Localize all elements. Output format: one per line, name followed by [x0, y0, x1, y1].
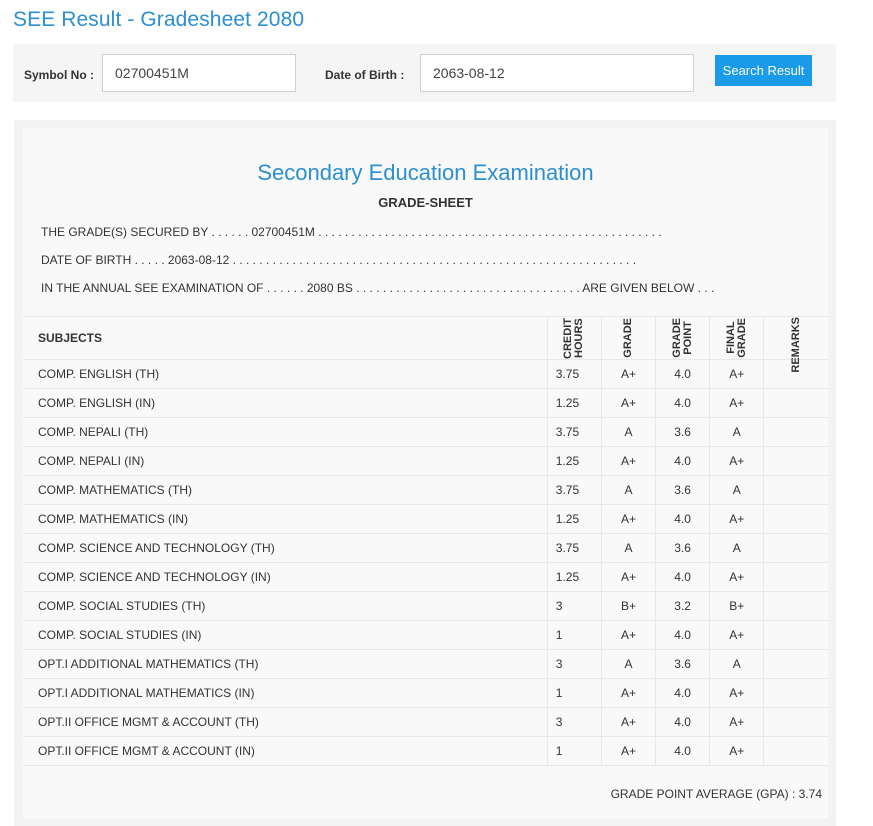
grades-table — [23, 316, 828, 766]
grade-row — [23, 708, 828, 737]
final-grade-cell: A+ — [710, 389, 764, 418]
dob-line: DATE OF BIRTH . . . . . 2063-08-12 . . . . . . . . . . . . . . . . . . . . . . . . . . . . . . . . . . . . . . . . . . . . . . . . . . . . . . . . . . . . . — [41, 253, 637, 267]
remarks-cell — [764, 621, 828, 650]
credit-hours-cell: 3.75 — [547, 418, 601, 447]
grade-cell: A+ — [601, 447, 655, 476]
grades-header-row — [23, 317, 828, 360]
final-grade-cell: A+ — [710, 447, 764, 476]
secured-by-line: THE GRADE(S) SECURED BY . . . . . . 02700451M . . . . . . . . . . . . . . . . . . . . . . . . . . . . . . . . . . . . . . . . . . . . . . . . . . . . — [41, 225, 662, 239]
subject-cell: COMP. SOCIAL STUDIES (IN) — [23, 621, 547, 650]
grade-point-cell: 4.0 — [656, 505, 710, 534]
grade-cell: A+ — [601, 563, 655, 592]
credit-header-line1: CREDIT — [562, 317, 575, 359]
grade-point-cell: 4.0 — [656, 708, 710, 737]
grade-point-cell: 4.0 — [656, 737, 710, 766]
subject-cell: OPT.I ADDITIONAL MATHEMATICS (IN) — [23, 679, 547, 708]
subject-cell: COMP. SCIENCE AND TECHNOLOGY (TH) — [23, 534, 547, 563]
remarks-cell — [764, 476, 828, 505]
subject-cell: COMP. NEPALI (IN) — [23, 447, 547, 476]
grade-row — [23, 737, 828, 766]
remarks-cell — [764, 534, 828, 563]
remarks-cell — [764, 389, 828, 418]
grade-cell: A+ — [601, 360, 655, 389]
grade-point-cell: 4.0 — [656, 447, 710, 476]
final-grade-cell: A — [710, 650, 764, 679]
remarks-cell — [764, 592, 828, 621]
page-title: SEE Result - Gradesheet 2080 — [13, 8, 305, 31]
symbol-label: Symbol No : — [24, 68, 95, 82]
remarks-cell — [764, 447, 828, 476]
credit-hours-cell: 1.25 — [547, 389, 601, 418]
credit-hours-cell: 1 — [547, 621, 601, 650]
final-grade-cell: A+ — [710, 679, 764, 708]
subject-cell: COMP. NEPALI (TH) — [23, 418, 547, 447]
grade-row — [23, 592, 828, 621]
grade-cell: B+ — [601, 592, 655, 621]
subject-cell: COMP. MATHEMATICS (TH) — [23, 476, 547, 505]
subject-cell: OPT.I ADDITIONAL MATHEMATICS (TH) — [23, 650, 547, 679]
grade-point-cell: 3.6 — [656, 534, 710, 563]
exam-line: IN THE ANNUAL SEE EXAMINATION OF . . . . . . 2080 BS . . . . . . . . . . . . . . . . . . . . . . . . . . . . . . . . . . ARE GIVEN BELOW . . . — [41, 281, 715, 295]
grade-point-cell: 4.0 — [656, 621, 710, 650]
final-grade-cell: A+ — [710, 360, 764, 389]
grade-point-cell: 3.2 — [656, 592, 710, 621]
grade-cell: A+ — [601, 389, 655, 418]
subject-cell: COMP. ENGLISH (TH) — [23, 360, 547, 389]
exam-title: Secondary Education Examination — [257, 160, 594, 185]
grade-cell: A — [601, 650, 655, 679]
remarks-cell — [764, 708, 828, 737]
final-grade-cell: B+ — [710, 592, 764, 621]
credit-hours-header — [547, 317, 601, 360]
grade-row — [23, 389, 828, 418]
remarks-cell — [764, 563, 828, 592]
grade-cell: A+ — [601, 679, 655, 708]
remarks-cell — [764, 505, 828, 534]
subject-cell: COMP. ENGLISH (IN) — [23, 389, 547, 418]
grade-cell: A — [601, 476, 655, 505]
grade-cell: A — [601, 418, 655, 447]
final-grade-cell: A — [710, 418, 764, 447]
credit-hours-cell: 3 — [547, 592, 601, 621]
credit-hours-cell: 1.25 — [547, 447, 601, 476]
final-grade-header-line1: FINAL — [724, 321, 737, 355]
credit-hours-cell: 3 — [547, 650, 601, 679]
search-result-button[interactable]: Search Result — [715, 55, 812, 86]
remarks-header-text: REMARKS — [789, 317, 802, 373]
grade-point-cell: 3.6 — [656, 650, 710, 679]
grade-header — [601, 317, 655, 360]
remarks-cell — [764, 679, 828, 708]
grade-cell: A+ — [601, 737, 655, 766]
subject-cell: OPT.II OFFICE MGMT & ACCOUNT (IN) — [23, 737, 547, 766]
final-grade-cell: A — [710, 476, 764, 505]
grade-point-header — [656, 317, 710, 360]
credit-hours-cell: 3 — [547, 708, 601, 737]
final-grade-header-line2: GRADE — [735, 318, 748, 358]
final-grade-cell: A — [710, 534, 764, 563]
grade-point-cell: 4.0 — [656, 389, 710, 418]
dob-input[interactable] — [420, 54, 694, 92]
grade-point-cell: 4.0 — [656, 679, 710, 708]
grade-cell: A+ — [601, 621, 655, 650]
grade-point-header-line2: POINT — [681, 321, 694, 355]
gradesheet-panel — [14, 120, 836, 826]
credit-hours-cell: 1.25 — [547, 505, 601, 534]
grade-point-cell: 4.0 — [656, 563, 710, 592]
search-form — [13, 44, 836, 102]
remarks-cell — [764, 737, 828, 766]
grade-row — [23, 447, 828, 476]
credit-hours-cell: 1.25 — [547, 563, 601, 592]
grade-cell: A+ — [601, 708, 655, 737]
credit-header-line2: HOURS — [573, 318, 586, 358]
grade-point-cell: 3.6 — [656, 418, 710, 447]
grade-point-cell: 4.0 — [656, 360, 710, 389]
grade-row — [23, 679, 828, 708]
subject-cell: OPT.II OFFICE MGMT & ACCOUNT (TH) — [23, 708, 547, 737]
subjects-header: SUBJECTS — [23, 317, 547, 360]
gpa-summary: GRADE POINT AVERAGE (GPA) : 3.74 — [610, 787, 822, 801]
grade-cell: A — [601, 534, 655, 563]
dob-label: Date of Birth : — [325, 68, 405, 82]
grade-row — [23, 476, 828, 505]
subject-cell: COMP. SCIENCE AND TECHNOLOGY (IN) — [23, 563, 547, 592]
grade-row — [23, 505, 828, 534]
credit-hours-cell: 3.75 — [547, 360, 601, 389]
grade-row — [23, 360, 828, 389]
grade-row — [23, 563, 828, 592]
final-grade-cell: A+ — [710, 563, 764, 592]
gradesheet-subtitle: GRADE-SHEET — [378, 195, 473, 210]
final-grade-cell: A+ — [710, 505, 764, 534]
grade-point-cell: 3.6 — [656, 476, 710, 505]
remarks-cell — [764, 418, 828, 447]
credit-hours-cell: 3.75 — [547, 534, 601, 563]
grade-header-text: GRADE — [621, 318, 634, 358]
grade-point-header-line1: GRADE — [670, 318, 683, 358]
grade-row — [23, 650, 828, 679]
grade-row — [23, 418, 828, 447]
grade-cell: A+ — [601, 505, 655, 534]
symbol-input[interactable] — [102, 54, 296, 92]
subject-cell: COMP. SOCIAL STUDIES (TH) — [23, 592, 547, 621]
credit-hours-cell: 1 — [547, 679, 601, 708]
remarks-cell — [764, 650, 828, 679]
remarks-header — [764, 317, 828, 373]
credit-hours-cell: 3.75 — [547, 476, 601, 505]
grade-row — [23, 621, 828, 650]
final-grade-cell: A+ — [710, 621, 764, 650]
final-grade-cell: A+ — [710, 708, 764, 737]
gradesheet-body — [23, 128, 828, 818]
subject-cell: COMP. MATHEMATICS (IN) — [23, 505, 547, 534]
final-grade-header — [710, 317, 764, 360]
credit-hours-cell: 1 — [547, 737, 601, 766]
final-grade-cell: A+ — [710, 737, 764, 766]
grade-row — [23, 534, 828, 563]
